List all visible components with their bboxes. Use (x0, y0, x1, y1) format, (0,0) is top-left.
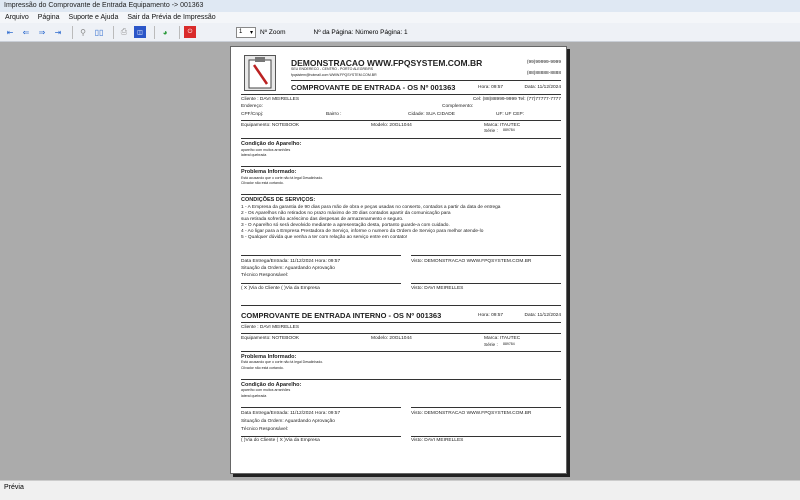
problema-label: Problema Informado: (241, 354, 297, 360)
uf: UF: UF CEP: (496, 112, 524, 117)
data-entrada: Data Entrega/Entrada: 11/12/2024 Hora: 09:57 (241, 259, 341, 264)
problema-label: Problema Informado: (241, 169, 297, 175)
cidade: Cidade: SUA CIDADE (408, 112, 455, 117)
situacao: Situação da Ordem: Aguardando Aprovação (241, 266, 335, 271)
zoom-value: 1 (239, 29, 243, 35)
divider (241, 120, 561, 121)
data: Data: 11/12/2024 (524, 85, 561, 90)
serie-value: 889784 (503, 342, 515, 346)
divider (241, 166, 561, 167)
divider (241, 194, 561, 195)
problema-line: Cilvador não está cortando. (241, 366, 284, 370)
divider (241, 379, 561, 380)
divider (411, 436, 561, 437)
divider (241, 138, 561, 139)
zoom-label: Nº Zoom (260, 28, 286, 36)
divider (241, 351, 561, 352)
condicoes-label: CONDIÇÕES DE SERVIÇOS: (241, 197, 316, 203)
next-page-icon[interactable]: ⇒ (38, 27, 46, 37)
cpf: CPF/Cnpj: (241, 112, 264, 117)
phones: Cel: (88)88999-9999 Tel: (77)77777-7777 (472, 97, 561, 102)
equipamento: Equipamento: NOTEBOOK (241, 336, 300, 341)
modelo: Modelo: 20GL1044 (371, 336, 412, 341)
marca: Marca: ITAUTEC (484, 336, 521, 341)
condicao-label: Condição do Aparelho: (241, 382, 302, 388)
last-page-icon[interactable]: ⇥ (54, 27, 62, 37)
zoom-select[interactable] (236, 27, 256, 38)
window-title: Impressão do Comprovante de Entrada Equipamento -> 001363 (0, 0, 800, 12)
condicao-line: lateral quebrada (241, 153, 267, 157)
condicao-label: Condição do Aparelho: (241, 141, 302, 147)
problema-line: Está acusando que o corte não tá legal Desalinhado. (241, 176, 324, 180)
serie-label: Série : (484, 129, 498, 134)
divider (411, 407, 561, 408)
condicao-line: aparelho com muitos arranhões (241, 148, 291, 152)
situacao: Situação da Ordem: Aguardando Aprovação (241, 419, 335, 424)
search-icon[interactable]: ⚲ (80, 27, 86, 37)
divider (154, 26, 155, 39)
via-options: ( )Via do Cliente ( X )Via da Empresa (241, 438, 320, 443)
visto-empresa: Visto: DEMONSTRACAO WWW.FPQSYSTEM.COM.BR (411, 259, 532, 264)
divider (113, 26, 114, 39)
divider (241, 436, 401, 437)
company-email: fpqsistem@hotmail.com WWW.FPQSYSTEM.COM.BR (291, 73, 377, 77)
first-page-icon[interactable]: ⇤ (6, 27, 14, 37)
receipt-title-interno: COMPROVANTE DE ENTRADA INTERNO - OS Nº 001363 (241, 311, 442, 320)
condicao-servico: sua retirada sofrerão acréscimo das despesas de armazenamento e seguro. (241, 217, 404, 222)
cliente: Cliente : DAVI MEIRELLES (241, 97, 300, 102)
equipamento: Equipamento: NOTEBOOK (241, 123, 300, 128)
close-icon[interactable]: ⏻ (184, 26, 196, 38)
divider (411, 283, 561, 284)
company-address: SEU ENDERECO - CENTRO - PORTO ALEGRE/RS (291, 67, 374, 71)
two-pages-icon[interactable]: ▯▯ (94, 27, 104, 37)
cliente: Cliente : DAVI MEIRELLES (241, 325, 300, 330)
visto-cliente: Visto: DAVI MEIRELLES (411, 286, 464, 291)
phone-2: (88)88888-8888 (526, 71, 561, 76)
divider (241, 283, 401, 284)
divider (241, 94, 561, 95)
divider (241, 407, 401, 408)
prev-page-icon[interactable]: ⇐ (22, 27, 30, 37)
print-icon[interactable]: ⎙ (120, 27, 128, 36)
endereco: Endereço: (241, 104, 263, 109)
toolbar (0, 23, 800, 42)
divider (241, 333, 561, 334)
bairro: Bairro : (326, 112, 342, 117)
divider (291, 80, 561, 81)
condicao-line: aparelho com muitos arranhões (241, 388, 291, 392)
serie-label: Série : (484, 343, 498, 348)
problema-line: Cilvador não está cortando. (241, 181, 284, 185)
menu-sair[interactable]: Sair da Prévia de Impressão (127, 14, 216, 21)
divider (241, 322, 561, 323)
problema-line: Está acusando que o corte não tá legal Desalinhado. (241, 360, 324, 364)
globe-icon[interactable]: ◕ (162, 27, 168, 37)
tecnico: Técnico Responsável: (241, 273, 289, 278)
complemento: Complemento: (442, 104, 474, 109)
tecnico: Técnico Responsável: (241, 427, 289, 432)
serie-value: 889784 (503, 128, 515, 132)
page-label: Nº da Página: Número Página: 1 (313, 28, 408, 36)
modelo: Modelo: 20GL1044 (371, 123, 412, 128)
data-entrada: Data Entrega/Entrada: 11/12/2024 Hora: 09:57 (241, 411, 341, 416)
chevron-down-icon: ▾ (249, 29, 253, 36)
condicao-servico: 3 - O Aparelho só será devolvido mediante a apresentação desta, portanto guarde-a com cuidado. (241, 223, 450, 228)
data: Data: 11/12/2024 (524, 313, 561, 318)
hora: Hora: 09:57 (478, 313, 504, 318)
clipboard-logo-icon (244, 55, 276, 91)
condicao-servico: 2 - Os Aparelhos não retirados no prazo máximo de 30 dias contados apartir da comunicação para (241, 211, 451, 216)
phone-1: (99)99999-9999 (526, 60, 561, 65)
condicao-servico: 4 - Ao ligar para a Empresa Prestadora de Serviço, informe o numero da Ordem de Serviço para melhor atende-lo (241, 229, 484, 234)
visto-cliente: Visto: DAVI MEIRELLES (411, 438, 464, 443)
menu-bar (0, 12, 800, 23)
visto-empresa: Visto: DEMONSTRACAO WWW.FPQSYSTEM.COM.BR (411, 411, 532, 416)
condicao-line: lateral quebrada (241, 394, 267, 398)
print-preview-page (230, 46, 567, 474)
status-bar: Prévia (0, 480, 800, 500)
divider (179, 26, 180, 39)
divider (72, 26, 73, 39)
menu-arquivo[interactable]: Arquivo (5, 14, 29, 21)
condicao-servico: 1 - A Empresa da garantia de 90 dias para mão de obra e peças usadas no conserto, contados a partir da data de entrega (241, 205, 501, 210)
divider (241, 305, 561, 306)
via-options: ( X )Via do Cliente ( )Via da Empresa (241, 286, 320, 291)
condicao-servico: 5 - Qualquer dúvida que venha a ter com relação ao serviço entre em contato! (241, 235, 408, 240)
divider (241, 255, 401, 256)
export-icon[interactable]: ◫ (134, 26, 146, 38)
menu-pagina[interactable]: Página (37, 14, 60, 21)
marca: Marca: ITAUTEC (484, 123, 521, 128)
company-name: DEMONSTRACAO WWW.FPQSYSTEM.COM.BR (291, 58, 483, 68)
hora: Hora: 09:57 (478, 85, 504, 90)
receipt-title: COMPROVANTE DE ENTRADA - OS Nº 001363 (291, 83, 456, 92)
divider (411, 255, 561, 256)
menu-suporte[interactable]: Suporte e Ajuda (68, 14, 119, 21)
